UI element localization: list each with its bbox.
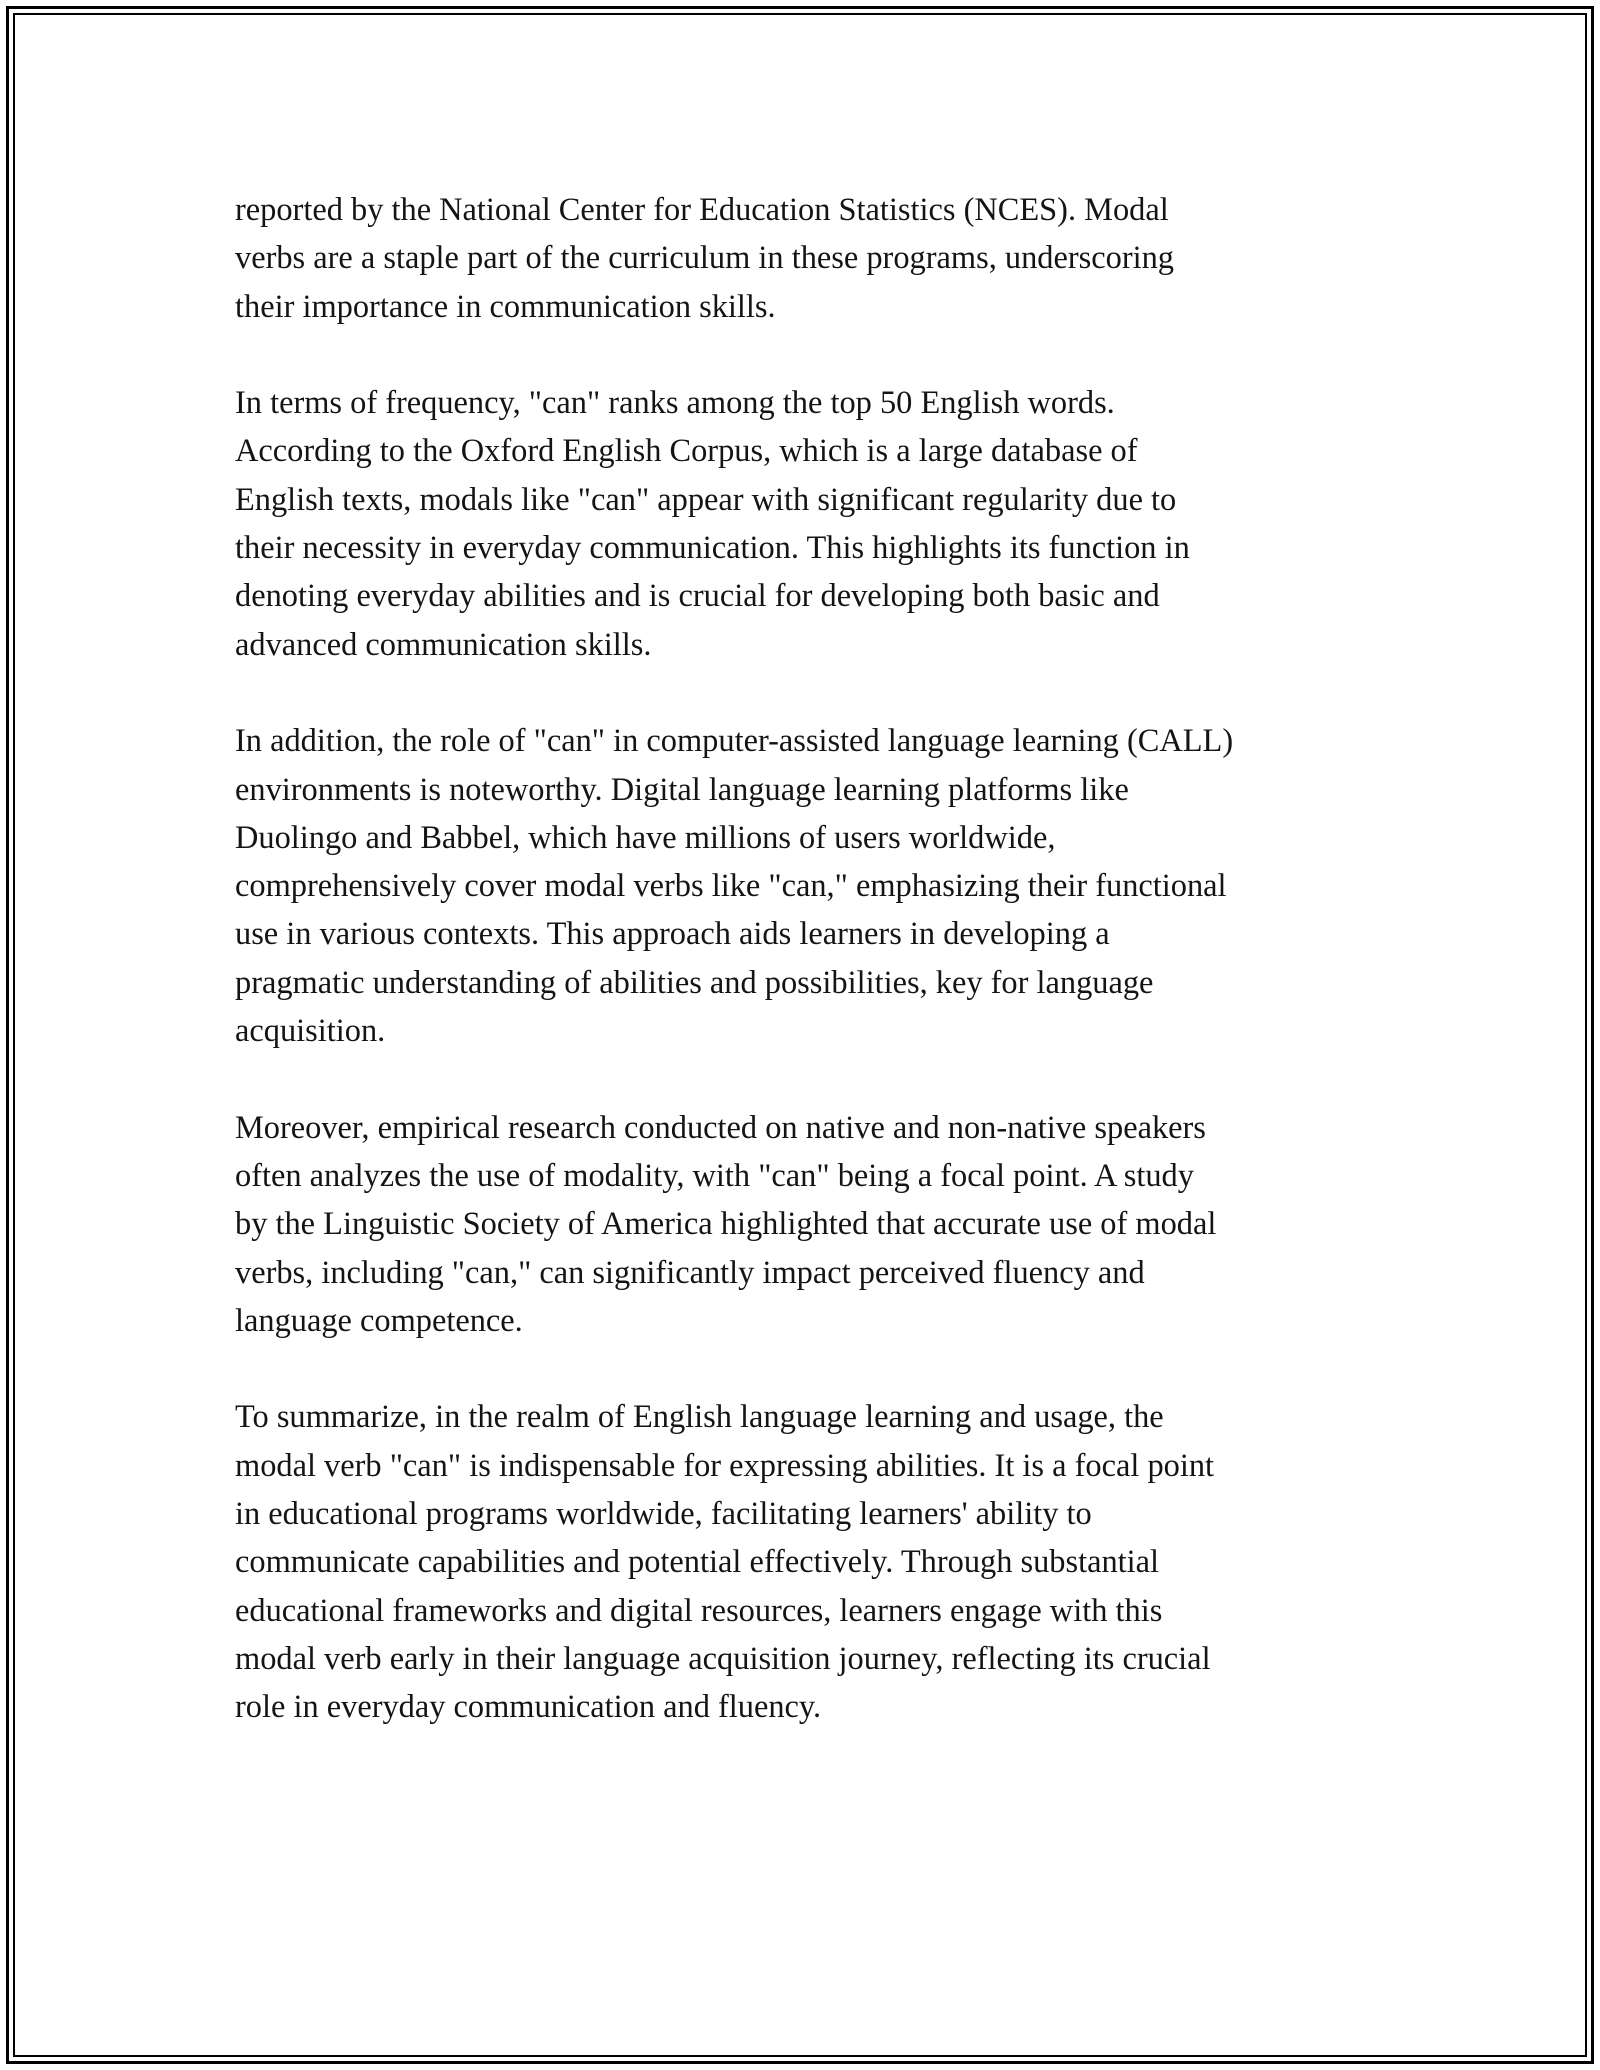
text-line: English texts, modals like "can" appear with significant regularity due to [235,481,1177,518]
text-line: Duolingo and Babbel, which have millions of users worldwide, [235,819,1056,856]
document-body [235,186,1385,1780]
paragraph-frequency [235,379,1385,669]
text-line: role in everyday communication and fluency. [235,1689,822,1726]
text-line: advanced communication skills. [235,626,652,663]
text-line: often analyzes the use of modality, with "can" being a focal point. A study [235,1157,1194,1194]
text-line: Moreover, empirical research conducted on native and non-native speakers [235,1109,1206,1146]
text-line: communicate capabilities and potential effectively. Through substantial [235,1544,1160,1581]
paragraph-research [235,1104,1385,1345]
text-line: their necessity in everyday communication. This highlights its function in [235,530,1190,567]
text-line: in educational programs worldwide, facilitating learners' ability to [235,1496,1092,1533]
text-line: language competence. [235,1302,523,1339]
paragraph-summary [235,1393,1385,1731]
paragraph-call [235,717,1385,1055]
text-line: In addition, the role of "can" in computer-assisted language learning (CALL) [235,723,1234,760]
text-line: their importance in communication skills. [235,288,776,325]
text-line: acquisition. [235,1013,386,1050]
text-line: comprehensively cover modal verbs like "can," emphasizing their functional [235,868,1227,905]
text-line: reported by the National Center for Education Statistics (NCES). Modal [235,192,1169,228]
paragraph-nces [235,186,1385,331]
text-line: environments is noteworthy. Digital language learning platforms like [235,771,1129,808]
text-line: verbs, including "can," can significantly impact perceived fluency and [235,1254,1145,1291]
text-line: modal verb "can" is indispensable for expressing abilities. It is a focal point [235,1447,1215,1484]
text-line: use in various contexts. This approach aids learners in developing a [235,916,1110,953]
text-line: According to the Oxford English Corpus, which is a large database of [235,433,1138,470]
text-line: educational frameworks and digital resources, learners engage with this [235,1592,1163,1629]
text-line: To summarize, in the realm of English language learning and usage, the [235,1399,1164,1436]
text-line: In terms of frequency, "can" ranks among the top 50 English words. [235,385,1115,422]
text-line: denoting everyday abilities and is crucial for developing both basic and [235,578,1160,615]
text-line: modal verb early in their language acquisition journey, reflecting its crucial [235,1640,1211,1677]
text-line: pragmatic understanding of abilities and possibilities, key for language [235,964,1154,1001]
text-line: by the Linguistic Society of America highlighted that accurate use of modal [235,1206,1217,1243]
text-line: verbs are a staple part of the curriculum in these programs, underscoring [235,240,1174,277]
